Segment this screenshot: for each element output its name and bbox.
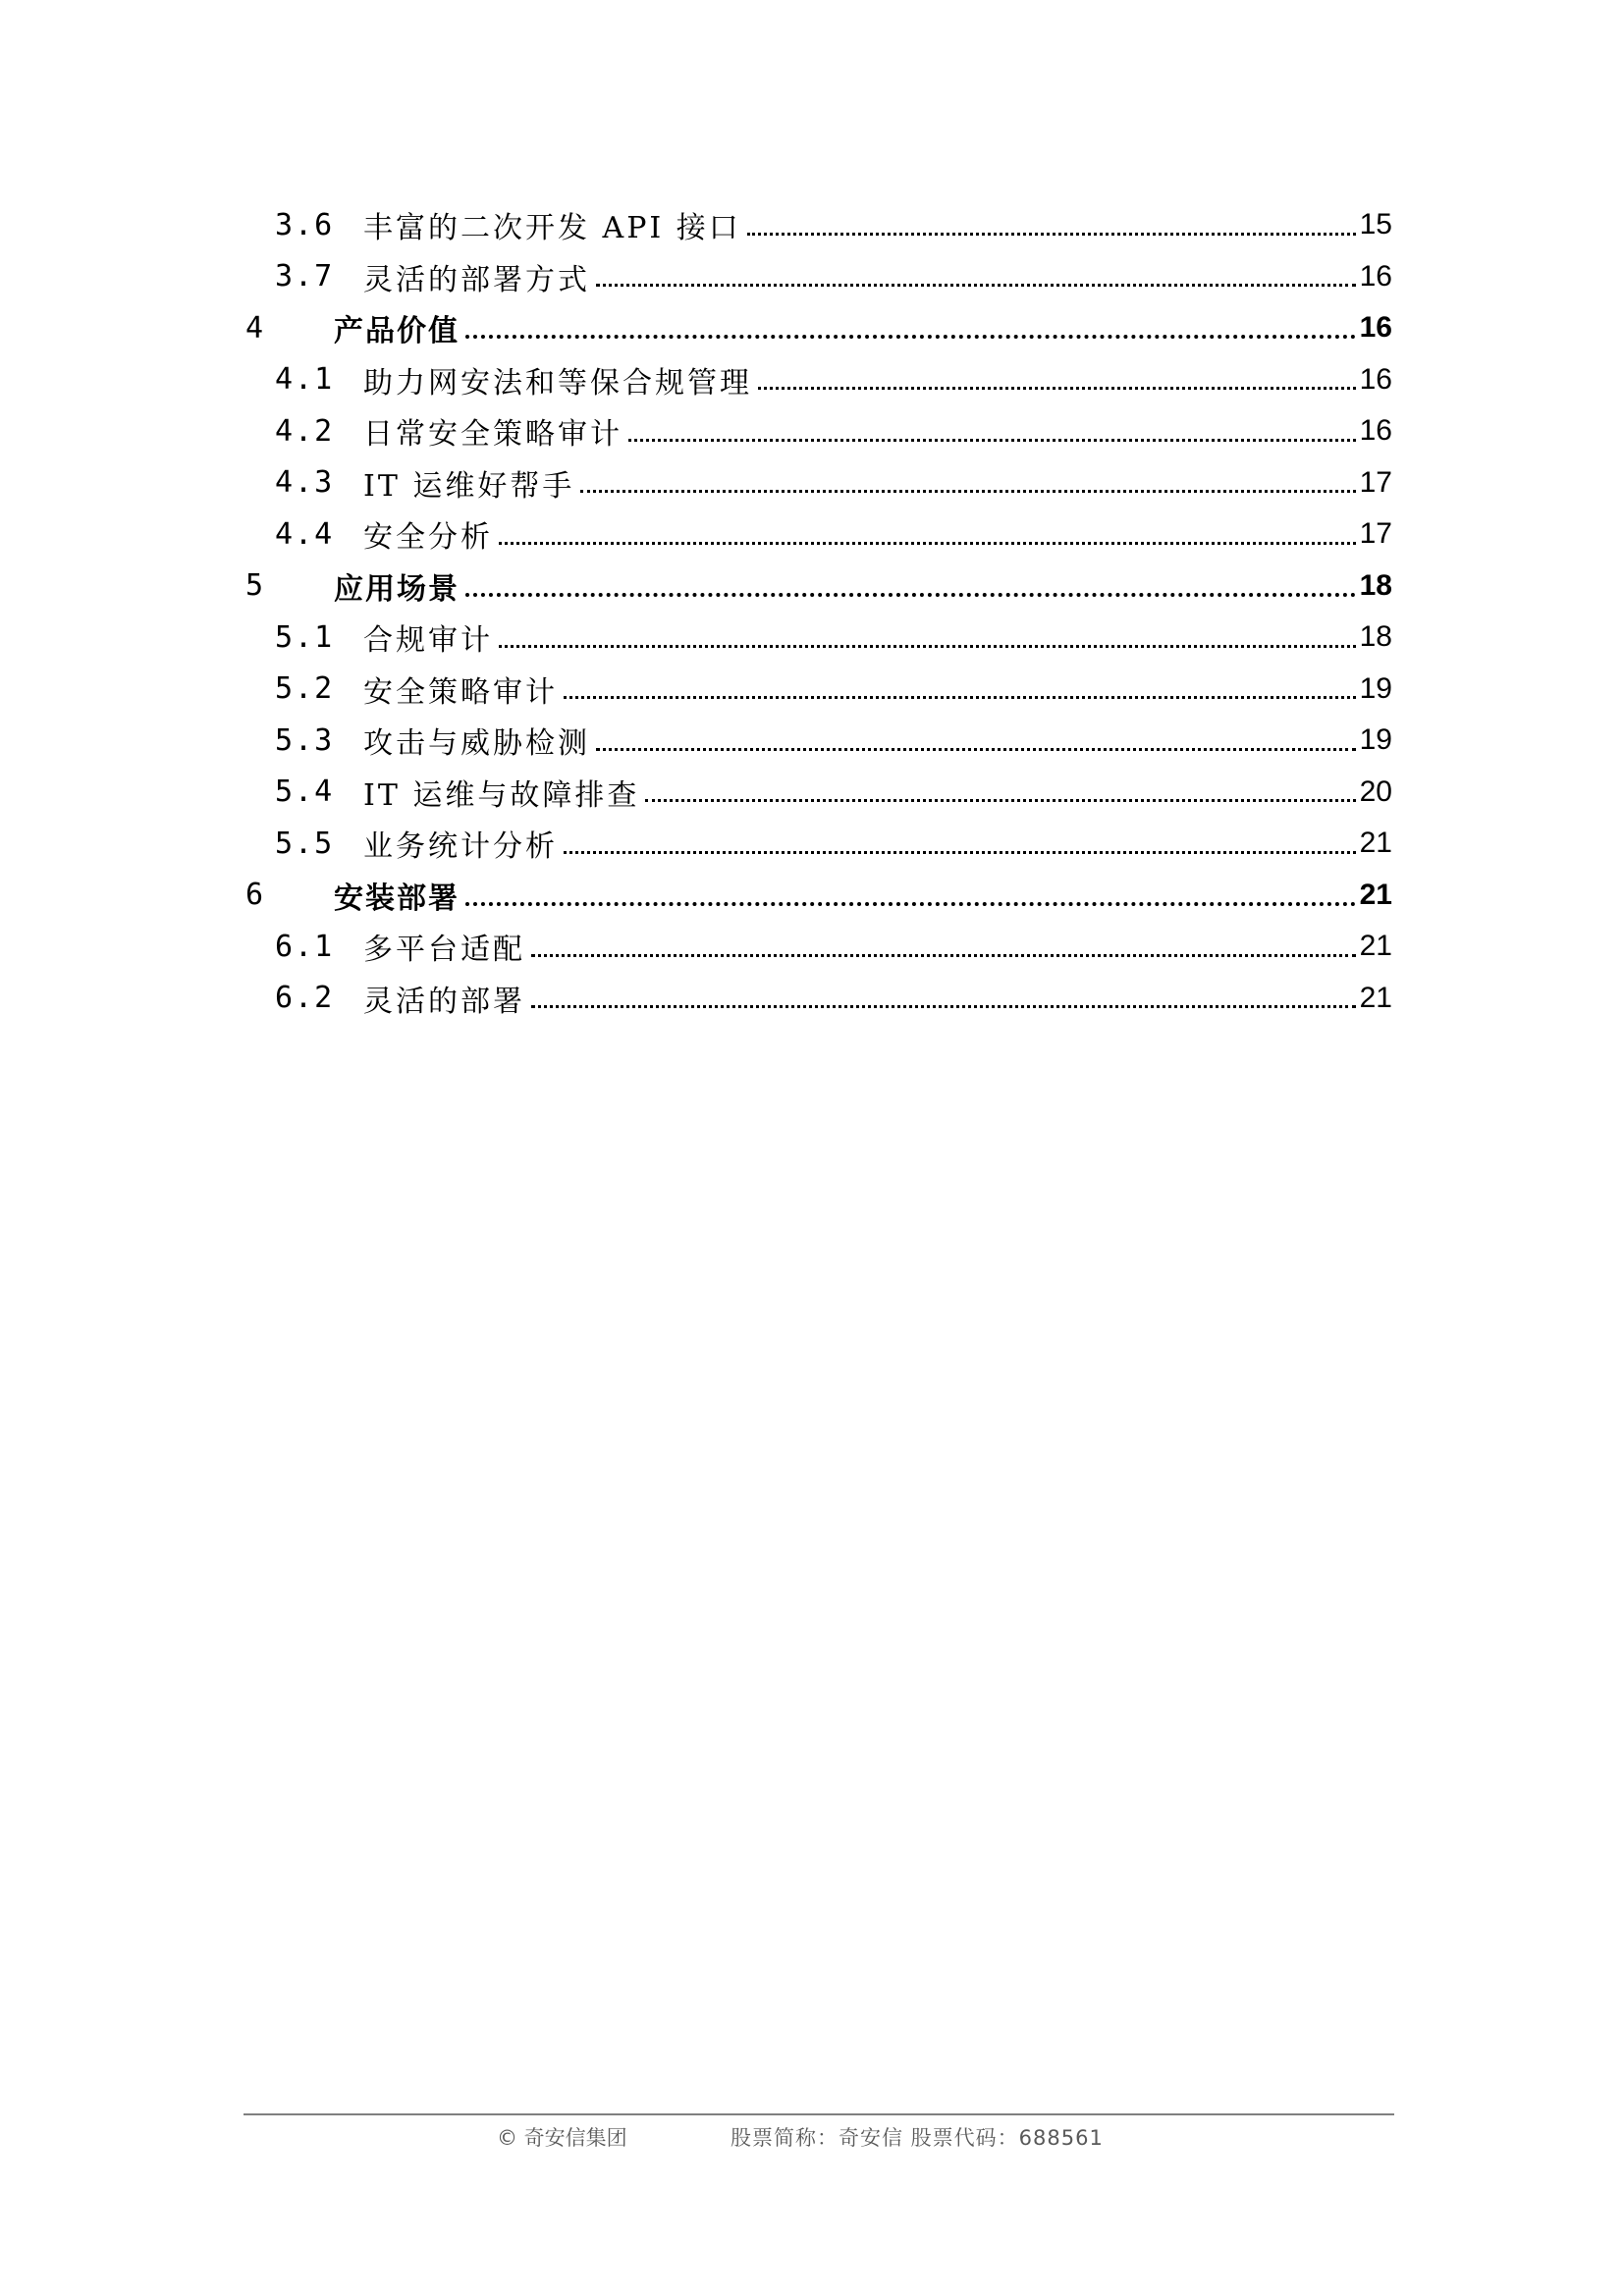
toc-entry[interactable]: [245, 354, 1392, 406]
toc-entry-page: 16: [1359, 414, 1392, 448]
toc-entry-number: 6.1: [275, 929, 335, 964]
toc-chapter-entry[interactable]: [245, 870, 1392, 922]
toc-dot-leader: [499, 615, 1356, 648]
toc-entry-title: 业务统计分析: [363, 829, 558, 865]
footer-stock-info: 股票简称：奇安信 股票代码：688561: [731, 2126, 1104, 2150]
toc-entry-title: 合规审计: [363, 623, 493, 659]
toc-dot-leader: [531, 925, 1356, 957]
toc-entry-title: 灵活的部署: [363, 984, 525, 1019]
toc-dot-leader: [531, 976, 1356, 1008]
toc-entry-title: 丰富的二次开发 API 接口: [363, 211, 741, 246]
toc-entry-title: 安全分析: [363, 520, 493, 556]
toc-entry-page: 21: [1359, 878, 1392, 911]
toc-dot-leader: [499, 512, 1356, 545]
toc-entry[interactable]: [245, 715, 1392, 767]
footer-divider: [244, 2113, 1394, 2115]
toc-entry-number: 5.4: [275, 774, 335, 810]
toc-chapter-entry[interactable]: [245, 561, 1392, 613]
toc-entry-title: 灵活的部署方式: [363, 262, 590, 297]
toc-dot-leader: [747, 203, 1356, 236]
toc-entry[interactable]: [245, 612, 1392, 664]
toc-entry[interactable]: [245, 251, 1392, 303]
toc-entry-page: 17: [1359, 465, 1392, 499]
toc-dot-leader: [628, 409, 1356, 442]
toc-entry-page: 21: [1359, 827, 1392, 860]
toc-entry-number: 3.7: [275, 259, 335, 294]
toc-chapter-entry[interactable]: [245, 302, 1392, 354]
toc-entry-title: 应用场景: [334, 571, 460, 607]
toc-entry-page: 16: [1359, 362, 1392, 396]
page-footer: [244, 2122, 1394, 2152]
toc-entry-title: 多平台适配: [363, 933, 525, 968]
toc-entry[interactable]: [245, 199, 1392, 251]
toc-entry-number: 5.1: [275, 619, 335, 655]
toc-dot-leader: [645, 770, 1355, 802]
toc-entry[interactable]: [245, 921, 1392, 973]
toc-entry-number: 6.2: [275, 981, 335, 1016]
table-of-contents: [245, 199, 1392, 1024]
toc-entry-title: 助力网安法和等保合规管理: [363, 365, 752, 400]
toc-entry-title: 安装部署: [334, 881, 460, 916]
toc-entry-page: 21: [1359, 930, 1392, 963]
toc-entry-number: 6: [245, 878, 266, 913]
toc-entry-page: 17: [1359, 517, 1392, 551]
toc-entry-page: 19: [1359, 671, 1392, 705]
toc-entry-number: 5.3: [275, 722, 335, 758]
toc-entry-page: 19: [1359, 723, 1392, 757]
toc-entry-number: 4.3: [275, 465, 335, 501]
toc-dot-leader: [758, 357, 1356, 390]
toc-dot-leader: [465, 305, 1356, 339]
toc-entry-page: 16: [1359, 311, 1392, 345]
footer-copyright: © 奇安信集团: [497, 2126, 627, 2150]
toc-dot-leader: [596, 254, 1356, 287]
toc-entry-page: 18: [1359, 568, 1392, 602]
toc-entry-title: 产品价值: [334, 314, 460, 349]
toc-entry-number: 4.2: [275, 413, 335, 449]
toc-entry-page: 16: [1359, 259, 1392, 293]
toc-dot-leader: [596, 719, 1356, 751]
toc-dot-leader: [564, 822, 1356, 854]
toc-entry-number: 5.2: [275, 671, 335, 707]
toc-dot-leader: [465, 873, 1356, 906]
toc-entry-page: 18: [1359, 620, 1392, 654]
toc-entry-number: 5.5: [275, 826, 335, 861]
toc-entry-number: 4.1: [275, 362, 335, 398]
toc-entry-number: 5: [245, 568, 266, 604]
toc-entry-title: 安全策略审计: [363, 674, 558, 710]
toc-entry[interactable]: [245, 818, 1392, 870]
toc-entry-title: IT 运维与故障排查: [363, 777, 640, 813]
toc-dot-leader: [465, 563, 1356, 597]
toc-entry[interactable]: [245, 767, 1392, 819]
toc-dot-leader: [564, 667, 1356, 699]
toc-entry-number: 4: [245, 310, 266, 346]
toc-entry-page: 15: [1359, 208, 1392, 241]
toc-entry[interactable]: [245, 973, 1392, 1025]
toc-entry-title: 攻击与威胁检测: [363, 726, 590, 762]
toc-entry-title: IT 运维好帮手: [363, 468, 575, 504]
toc-entry-number: 3.6: [275, 207, 335, 242]
toc-entry-number: 4.4: [275, 516, 335, 552]
toc-dot-leader: [580, 460, 1355, 493]
toc-entry-page: 21: [1359, 981, 1392, 1014]
toc-entry-page: 20: [1359, 774, 1392, 808]
toc-entry-title: 日常安全策略审计: [363, 417, 623, 453]
toc-entry[interactable]: [245, 405, 1392, 457]
toc-entry[interactable]: [245, 508, 1392, 561]
toc-entry[interactable]: [245, 457, 1392, 509]
toc-entry[interactable]: [245, 664, 1392, 716]
